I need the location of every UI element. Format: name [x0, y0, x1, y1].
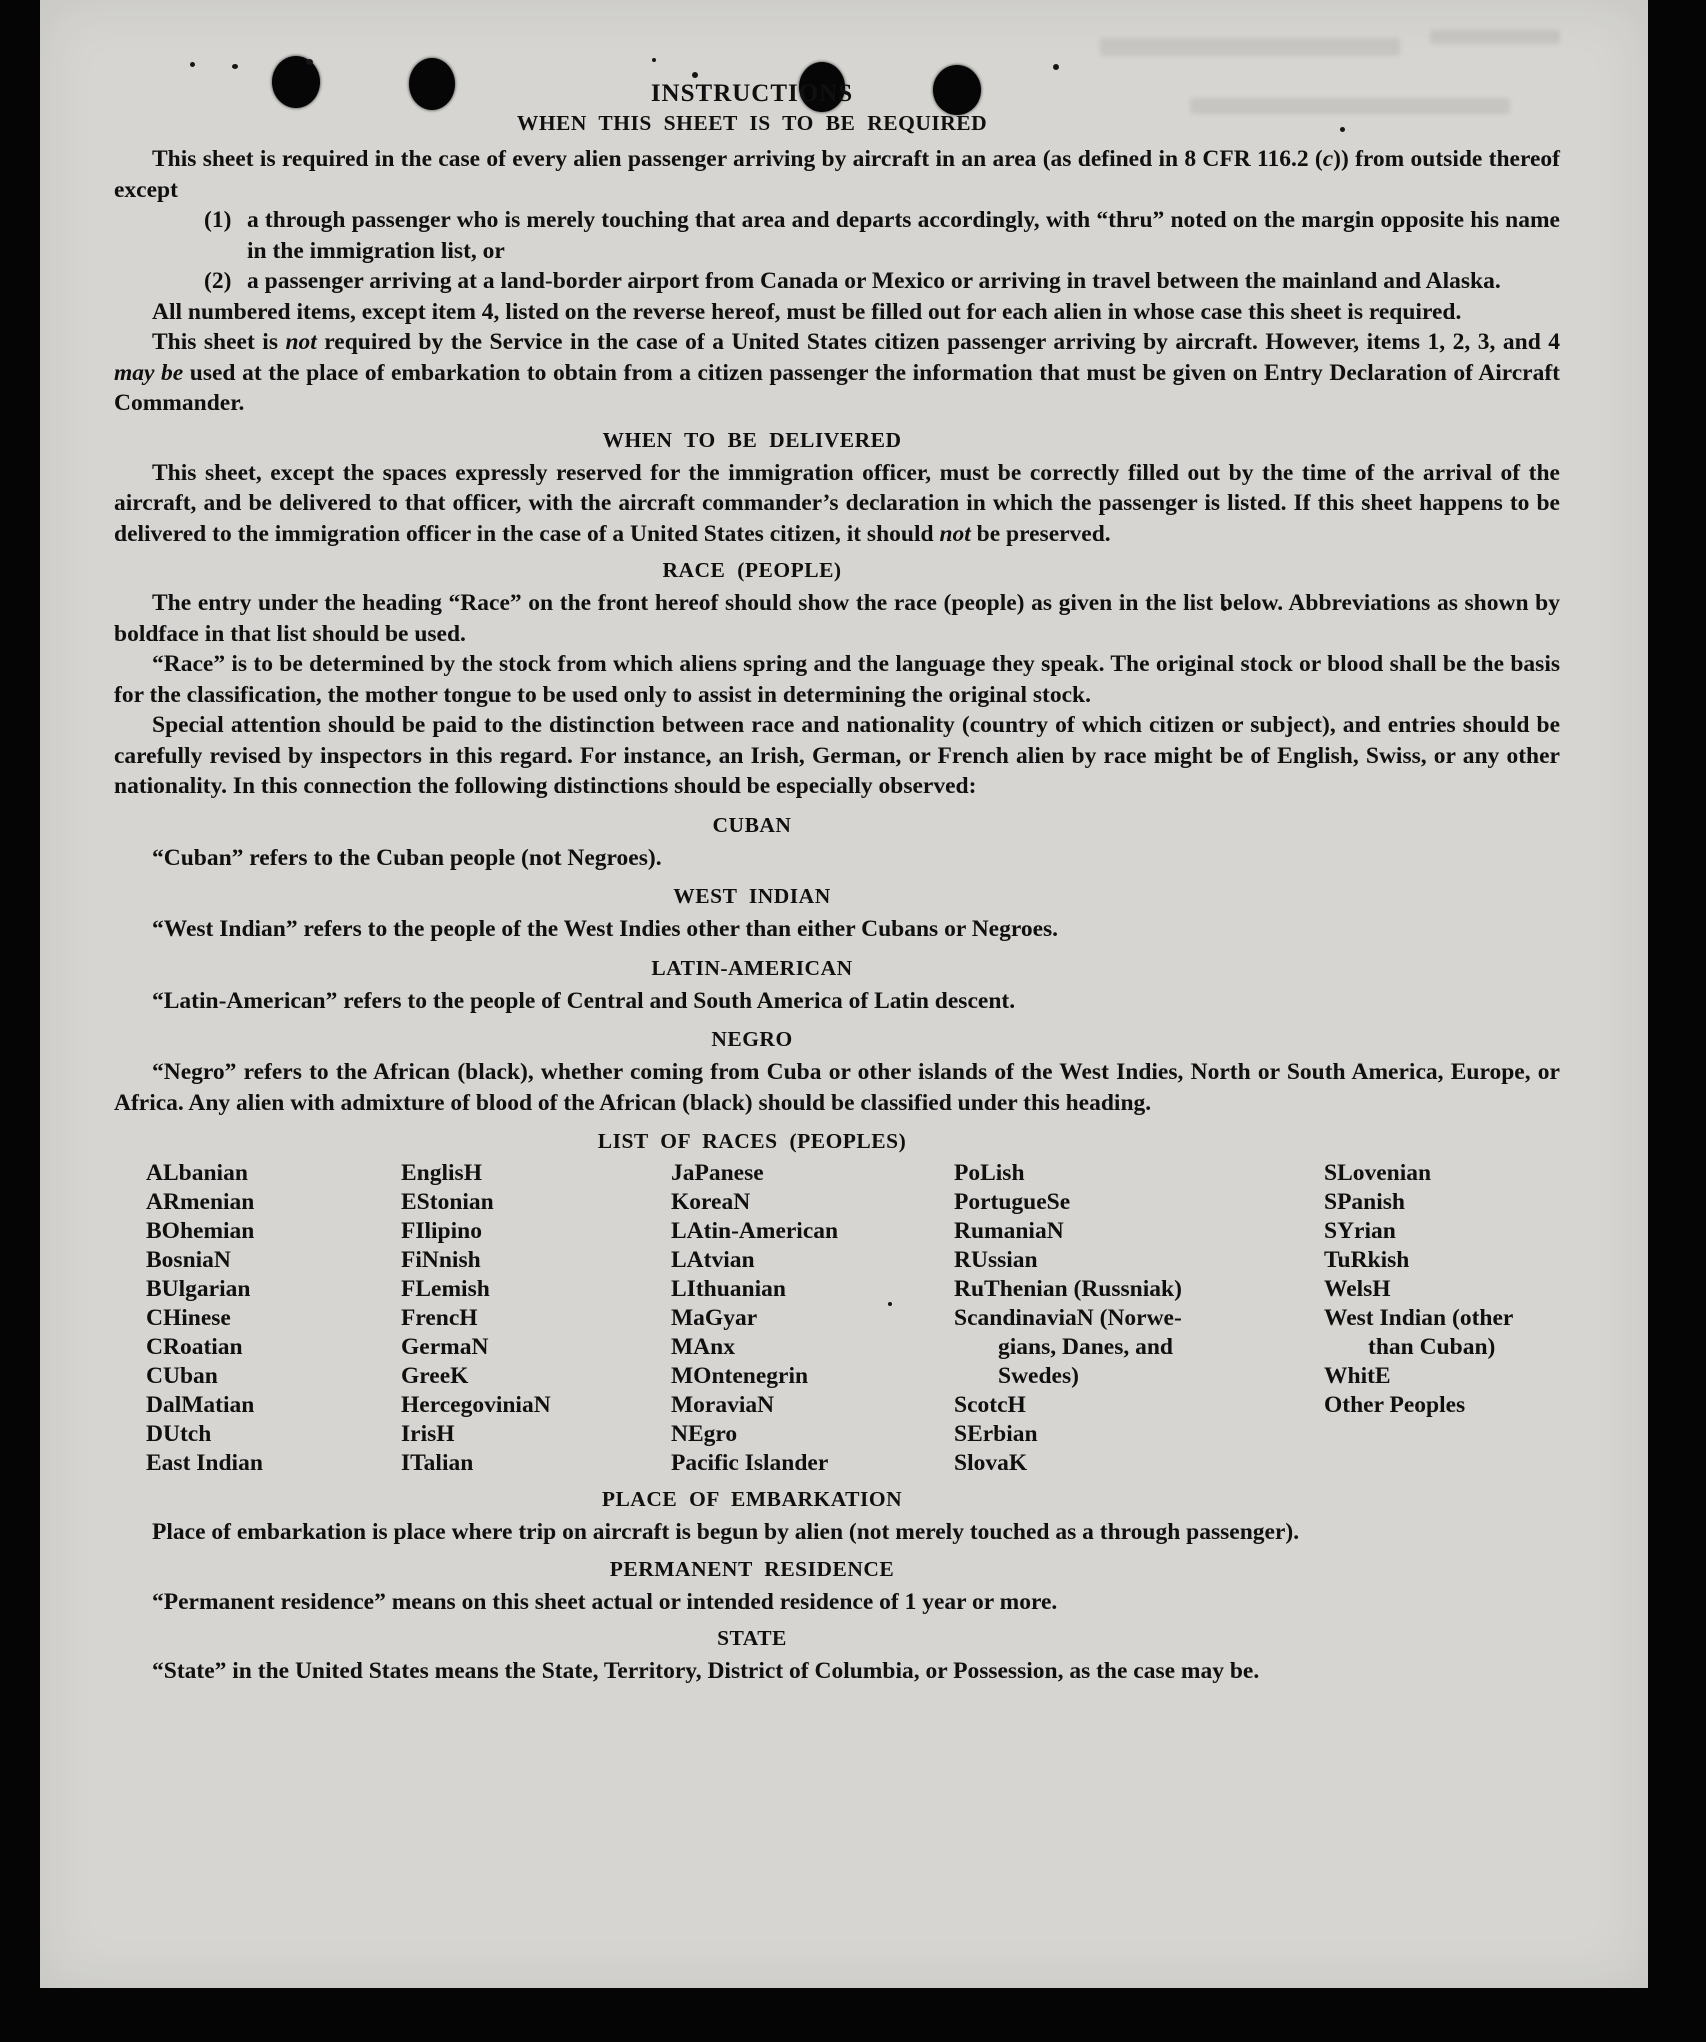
races-list-item: IrisH: [401, 1421, 455, 1447]
races-list-item: MaGyar: [671, 1305, 758, 1331]
races-list-item: NEgro: [671, 1421, 738, 1447]
races-list-item: HercegoviniaN: [401, 1392, 551, 1418]
scanned-page: [40, 0, 1648, 1988]
races-list-item: RumaniaN: [954, 1218, 1064, 1244]
paragraph-cuban: “Cuban” refers to the Cuban people (not Negroes).: [152, 844, 662, 871]
races-column: [671, 1159, 954, 1478]
races-list-item: ITalian: [401, 1450, 474, 1476]
races-list-item: RuThenian (Russniak): [954, 1276, 1182, 1302]
section-heading-negro: NEGRO: [711, 1027, 793, 1051]
races-list-item: BUlgarian: [146, 1276, 251, 1302]
races-list-item: CUban: [146, 1363, 218, 1389]
paragraph-delivered: This sheet, except the spaces expressly reserved for the immigration officer, must be correctly filled out by the time of the arrival of the aircraft, and be delivered to that officer, with the aircraft commander’s declaration in which the passenger is listed. If this sheet happens to be delivered to the immigration officer in the case of a United States citizen, it should not be preserved.: [114, 459, 1560, 547]
races-list-item: TuRkish: [1324, 1247, 1410, 1273]
races-list-item: MoraviaN: [671, 1392, 775, 1418]
numbered-item-1: [114, 205, 1560, 266]
paragraph-negro: “Negro” refers to the African (black), whether coming from Cuba or other islands of the West Indies, North or South America, Europe, or Africa. Any alien with admixture of blood of the African (black) should be classified under this heading.: [114, 1059, 1560, 1116]
section-heading-residence: PERMANENT RESIDENCE: [609, 1556, 895, 1581]
races-list-item: KoreaN: [671, 1189, 751, 1215]
races-list-item: MOntenegrin: [671, 1363, 809, 1389]
races-list-item: CRoatian: [146, 1334, 243, 1360]
races-column: [401, 1159, 671, 1478]
paragraph-west-indian: “West Indian” refers to the people of the West Indies other than either Cubans or Negroes.: [152, 916, 1059, 942]
races-list-item: WelsH: [1324, 1276, 1391, 1302]
races-list-item: SPanish: [1324, 1189, 1405, 1215]
races-list-item: FrencH: [401, 1305, 478, 1331]
races-list-item: FLemish: [401, 1276, 490, 1302]
paragraph-not-required: This sheet is not required by the Service in the case of a United States citizen passenger arriving by aircraft. However, items 1, 2, 3, and 4 may be used at the place of embarkation to obtain from a citizen passenger the information that must be given on Entry Declaration of Aircraft Commander.: [114, 329, 1560, 416]
races-list-item: CHinese: [146, 1305, 231, 1331]
races-list-item: SLovenian: [1324, 1160, 1432, 1186]
section-heading-race: RACE (PEOPLE): [662, 558, 842, 582]
races-list-item: EnglisH: [401, 1160, 482, 1186]
races-list-item: SErbian: [954, 1421, 1038, 1447]
section-heading-latin-american: LATIN-AMERICAN: [651, 955, 853, 980]
races-list-item: BosniaN: [146, 1247, 231, 1273]
races-column: [146, 1159, 401, 1478]
races-list-item: FIlipino: [401, 1218, 482, 1244]
races-list-item: East Indian: [146, 1450, 263, 1476]
item-number: (2): [204, 268, 232, 294]
numbered-item-2: [114, 266, 1560, 297]
section-heading-embarkation: PLACE OF EMBARKATION: [601, 1487, 903, 1511]
section-heading-state: STATE: [717, 1626, 787, 1650]
races-column: [1324, 1159, 1560, 1420]
paragraph-all-items: All numbered items, except item 4, listed on the reverse hereof, must be filled out for each alien in whose case this sheet is required.: [152, 298, 1462, 325]
paragraph-residence: “Permanent residence” means on this sheet actual or intended residence of 1 year or more.: [152, 1588, 1058, 1615]
races-list-item: Other Peoples: [1324, 1392, 1466, 1418]
races-list-item: BOhemian: [146, 1218, 255, 1244]
races-list-item: LAtin-American: [671, 1218, 839, 1244]
races-list-item: EStonian: [401, 1189, 494, 1215]
paragraph-race-stock: “Race” is to be determined by the stock from which aliens spring and the language they speak. The original stock or blood shall be the basis for the classification, the mother tongue to be used only to assist in determining the original stock.: [114, 651, 1560, 708]
races-list-item: JaPanese: [671, 1160, 764, 1186]
paragraph-latin-american: “Latin-American” refers to the people of Central and South America of Latin descent.: [152, 987, 1016, 1014]
races-list-item: LIthuanian: [671, 1276, 786, 1302]
document-content: [114, 0, 1560, 1687]
paragraph-embarkation: Place of embarkation is place where trip on aircraft is begun by alien (not merely touched as a through passenger).: [152, 1519, 1300, 1545]
item-text: a passenger arriving at a land-border airport from Canada or Mexico or arriving in travel between the mainland and Alaska.: [247, 268, 1501, 294]
section-heading-west-indian: WEST INDIAN: [673, 884, 831, 908]
paragraph-state: “State” in the United States means the State, Territory, District of Columbia, or Possession, as the case may be.: [152, 1658, 1260, 1684]
section-heading-races-list: LIST OF RACES (PEOPLES): [597, 1129, 907, 1153]
races-list-item: ARmenian: [146, 1189, 255, 1215]
races-list-item: WhitE: [1324, 1363, 1391, 1389]
item-number: (1): [204, 207, 232, 233]
races-list-item: Pacific Islander: [671, 1450, 829, 1476]
page-title: INSTRUCTIONS: [650, 80, 854, 107]
races-list-item: West Indian (other than Cuban): [1324, 1305, 1514, 1360]
races-list: [114, 1159, 1560, 1478]
races-list-item: MAnx: [671, 1334, 735, 1360]
races-list-item: SlovaK: [954, 1450, 1028, 1476]
paragraph-race-entry: The entry under the heading “Race” on the front hereof should show the race (people) as given in the list below. Abbreviations as shown by boldface in that list should be used.: [114, 590, 1560, 647]
races-list-item: PortugueSe: [954, 1189, 1071, 1215]
item-text: a through passenger who is merely touching that area and departs accordingly, with “thru” noted on the margin opposite his name in the immigration list, or: [247, 207, 1560, 264]
paragraph-required-intro: This sheet is required in the case of every alien passenger arriving by aircraft in an area (as defined in 8 CFR 116.2 (c)) from outside thereof except: [114, 146, 1560, 203]
section-heading-cuban: CUBAN: [712, 812, 792, 837]
paragraph-race-attention: Special attention should be paid to the distinction between race and nationality (country of which citizen or subject), and entries should be carefully revised by inspectors in this regard. For instance, an Irish, German, or French alien by race might be of English, Swiss, or any other nationality. In this connection the following distinctions should be especially observed:: [114, 712, 1560, 799]
races-list-item: DUtch: [146, 1421, 212, 1447]
races-list-item: RUssian: [954, 1247, 1038, 1273]
races-list-item: ScotcH: [954, 1392, 1026, 1418]
races-list-item: GreeK: [401, 1363, 469, 1389]
races-list-item: ALbanian: [146, 1160, 248, 1186]
races-list-item: PoLish: [954, 1160, 1025, 1186]
races-list-item: FiNnish: [401, 1247, 481, 1273]
section-heading-required: WHEN THIS SHEET IS TO BE REQUIRED: [516, 111, 988, 135]
races-column: [954, 1159, 1324, 1478]
races-list-item: GermaN: [401, 1334, 489, 1360]
races-list-item: ScandinaviaN (Norwe- gians, Danes, and Swedes): [954, 1305, 1182, 1389]
section-heading-delivered: WHEN TO BE DELIVERED: [602, 427, 902, 452]
races-list-item: SYrian: [1324, 1218, 1396, 1244]
races-list-item: DalMatian: [146, 1392, 255, 1418]
races-list-item: LAtvian: [671, 1247, 755, 1273]
